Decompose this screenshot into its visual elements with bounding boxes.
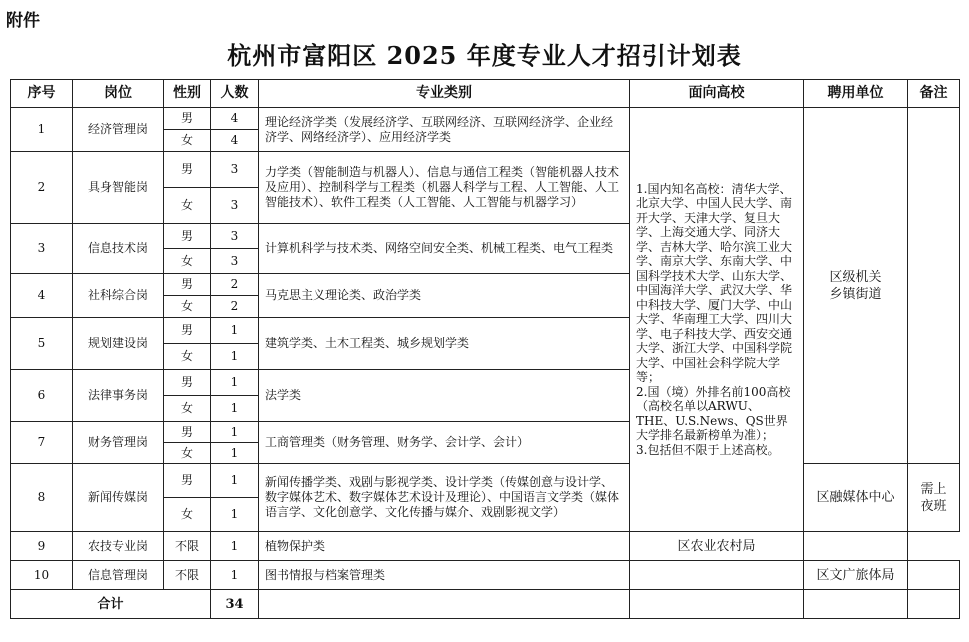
count-cell: 1 — [211, 370, 259, 396]
major-category: 法学类 — [259, 370, 630, 422]
gender-cell: 女 — [164, 296, 211, 318]
major-category: 新闻传播学类、戏剧与影视学类、设计学类（传媒创意与设计学、数字媒体艺术、数字媒体艺术设计及理论）、中国语言文学类（媒体语言学、文化创意学、文化传播与媒介、戏剧影视文学） — [259, 464, 630, 532]
major-category: 马克思主义理论类、政治学类 — [259, 274, 630, 318]
header-cell: 岗位 — [73, 80, 164, 108]
employer-unit: 区融媒体中心 — [804, 464, 908, 532]
major-category: 力学类（智能制造与机器人）、信息与通信工程类（智能机器人技术及应用）、控制科学与工程类（机器人科学与工程、人工智能、人工智能技术）、软件工程类（人工智能、人工智能与机器学习） — [259, 152, 630, 224]
gender-cell: 女 — [164, 443, 211, 464]
row-number: 7 — [11, 422, 73, 464]
row-number: 2 — [11, 152, 73, 224]
gender-cell: 男 — [164, 370, 211, 396]
page-title: 杭州市富阳区 2025 年度专业人才招引计划表 — [227, 41, 742, 70]
post-name: 财务管理岗 — [73, 422, 164, 464]
gender-cell: 男 — [164, 224, 211, 249]
count-cell: 1 — [211, 561, 259, 590]
blank-cell — [630, 590, 804, 619]
post-name: 法律事务岗 — [73, 370, 164, 422]
row-number: 8 — [11, 464, 73, 532]
gender-cell: 女 — [164, 344, 211, 370]
attachment-label: 附件 — [6, 11, 40, 31]
gender-cell: 男 — [164, 274, 211, 296]
remarks-cell — [908, 561, 960, 590]
gender-cell: 女 — [164, 249, 211, 274]
table-row — [11, 108, 960, 130]
post-name: 经济管理岗 — [73, 108, 164, 152]
major-category: 计算机科学与技术类、网络空间安全类、机械工程类、电气工程类 — [259, 224, 630, 274]
post-name: 具身智能岗 — [73, 152, 164, 224]
count-cell: 2 — [211, 296, 259, 318]
count-cell: 1 — [211, 443, 259, 464]
row-number: 6 — [11, 370, 73, 422]
count-cell: 1 — [211, 532, 259, 561]
remarks-cell — [908, 108, 960, 464]
count-cell: 1 — [211, 422, 259, 443]
post-name: 社科综合岗 — [73, 274, 164, 318]
employer-unit: 区级机关 乡镇街道 — [804, 108, 908, 464]
post-name: 规划建设岗 — [73, 318, 164, 370]
gender-cell: 男 — [164, 422, 211, 443]
table-row — [11, 464, 960, 498]
count-cell: 1 — [211, 498, 259, 532]
count-cell: 1 — [211, 464, 259, 498]
gender-cell: 男 — [164, 108, 211, 130]
total-value: 34 — [211, 590, 259, 619]
header-cell: 人数 — [211, 80, 259, 108]
gender-cell: 男 — [164, 318, 211, 344]
count-cell: 1 — [211, 318, 259, 344]
count-cell: 4 — [211, 108, 259, 130]
gender-cell: 女 — [164, 396, 211, 422]
row-number: 3 — [11, 224, 73, 274]
count-cell: 1 — [211, 396, 259, 422]
gender-cell: 女 — [164, 498, 211, 532]
major-category: 图书情报与档案管理类 — [259, 561, 630, 590]
blank-cell — [804, 590, 908, 619]
major-category: 理论经济学类（发展经济学、互联网经济、互联网经济学、企业经济学、网络经济学）、应用经济学类 — [259, 108, 630, 152]
total-label: 合计 — [11, 590, 211, 619]
row-number: 10 — [11, 561, 73, 590]
major-category: 建筑学类、土木工程类、城乡规划学类 — [259, 318, 630, 370]
post-name: 农技专业岗 — [73, 532, 164, 561]
header-cell: 专业类别 — [259, 80, 630, 108]
count-cell: 1 — [211, 344, 259, 370]
count-cell: 3 — [211, 224, 259, 249]
header-cell: 序号 — [11, 80, 73, 108]
row-number: 1 — [11, 108, 73, 152]
table-row — [11, 532, 960, 561]
major-category: 植物保护类 — [259, 532, 630, 561]
count-cell: 3 — [211, 249, 259, 274]
recruitment-table — [10, 79, 960, 619]
blank-cell — [908, 590, 960, 619]
gender-cell: 不限 — [164, 532, 211, 561]
gender-cell: 男 — [164, 464, 211, 498]
school-blank — [630, 561, 804, 590]
gender-cell: 男 — [164, 152, 211, 188]
gender-cell: 女 — [164, 188, 211, 224]
count-cell: 3 — [211, 188, 259, 224]
blank-cell — [259, 590, 630, 619]
table-row — [11, 561, 960, 590]
post-name: 信息管理岗 — [73, 561, 164, 590]
remarks-cell: 需上 夜班 — [908, 464, 960, 532]
gender-cell: 女 — [164, 130, 211, 152]
header-row — [11, 80, 960, 108]
header-cell: 备注 — [908, 80, 960, 108]
remarks-cell — [804, 532, 908, 561]
header-cell: 性别 — [164, 80, 211, 108]
count-cell: 4 — [211, 130, 259, 152]
employer-unit: 区文广旅体局 — [804, 561, 908, 590]
count-cell: 2 — [211, 274, 259, 296]
header-cell: 聘用单位 — [804, 80, 908, 108]
target-universities: 1.国内知名高校：清华大学、北京大学、中国人民大学、南开大学、天津大学、复旦大学、上海交通大学、同济大学、吉林大学、哈尔滨工业大学、南京大学、东南大学、中国科学技术大学、山东大学、中国海洋大学、武汉大学、华中科技大学、厦门大学、中山大学、华南理工大学、四川大学、电子科技大学、西安交通大学、浙江大学、中国科学院大学、中国社会科学院大学等； 2.国（境）外排名前100高校（高校名单以ARWU、THE、U.S.News、QS世界大学排名最新榜单为准）； 3.包括但不限于上述高校。 — [630, 108, 804, 532]
gender-cell: 不限 — [164, 561, 211, 590]
row-number: 9 — [11, 532, 73, 561]
major-category: 工商管理类（财务管理、财务学、会计学、会计） — [259, 422, 630, 464]
row-number: 5 — [11, 318, 73, 370]
post-name: 信息技术岗 — [73, 224, 164, 274]
post-name: 新闻传媒岗 — [73, 464, 164, 532]
row-number: 4 — [11, 274, 73, 318]
header-cell: 面向高校 — [630, 80, 804, 108]
total-row — [11, 590, 960, 619]
count-cell: 3 — [211, 152, 259, 188]
employer-unit: 区农业农村局 — [630, 532, 804, 561]
